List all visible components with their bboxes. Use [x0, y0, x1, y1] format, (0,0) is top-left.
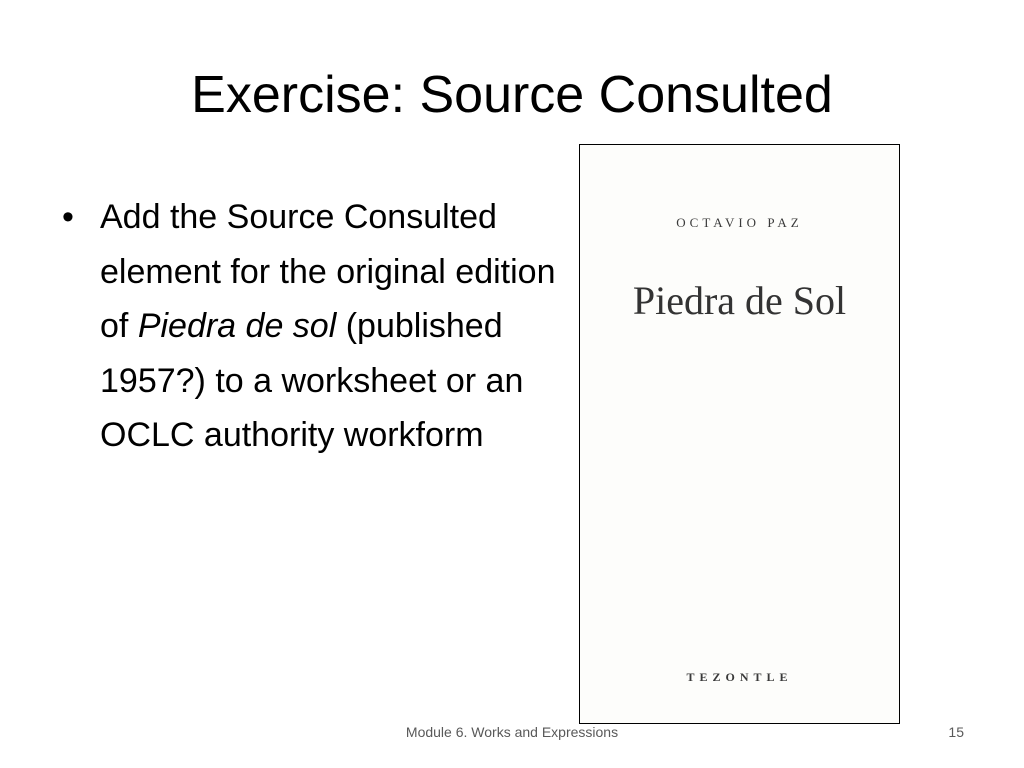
bullet-text-after: (published 1957?) to a worksheet or an OCLC authority workform — [100, 307, 524, 454]
cover-publisher: TEZONTLE — [686, 670, 793, 684]
bullet-item — [62, 190, 562, 463]
bullet-italic-title: Piedra de sol — [137, 307, 337, 345]
cover-author: OCTAVIO PAZ — [676, 215, 803, 230]
book-cover-image — [579, 144, 900, 724]
page-number: 15 — [948, 724, 964, 740]
bullet-list — [62, 190, 562, 463]
bullet-marker: • — [62, 198, 74, 236]
bullet-text-before: Add the Source Consulted element for the original edition of — [100, 198, 556, 345]
cover-title: Piedra de Sol — [632, 278, 847, 323]
slide-title: Exercise: Source Consulted — [191, 66, 833, 124]
bullet-text — [100, 190, 562, 463]
footer-text: Module 6. Works and Expressions — [405, 724, 619, 740]
